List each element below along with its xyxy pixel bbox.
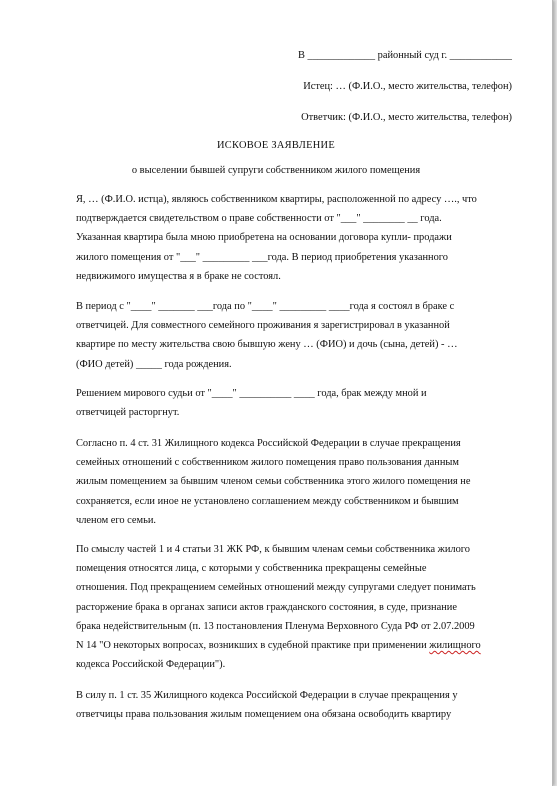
court-line: В _____________ районный суд г. ____________: [297, 50, 512, 61]
paragraph-line: брака недействительным (п. 13 постановления Пленума Верховного Суда РФ от 2.07.2009: [76, 620, 475, 632]
document-subtitle: о выселении бывшей супруги собственником жилого помещения: [131, 165, 421, 176]
paragraph-family-members: [76, 540, 516, 674]
paragraph-line: Решением мирового судьи от "____" __________ ____ года, брак между мной и: [76, 388, 427, 399]
paragraph-line: отношения. Под прекращением семейных отношений между супругами следует понимать: [76, 582, 476, 594]
paragraph-line: расторжение брака в органах записи актов гражданского состояния, в суде, признание: [76, 601, 457, 613]
paragraph-line: (ФИО детей) _____ года рождения.: [76, 358, 232, 370]
paragraph-line: ответчицей расторгнут.: [76, 407, 180, 419]
paragraph-divorce: [76, 384, 516, 422]
paragraph-line: жилым помещением за бывшим членом семьи собственника этого жилого помещения не: [76, 476, 471, 488]
paragraph-line: Указанная квартира была мною приобретена на основании договора купли- продажи: [76, 232, 452, 244]
paragraph-line: По смыслу частей 1 и 4 статьи 31 ЖК РФ, к бывшим членам семьи собственника жилого: [76, 544, 471, 555]
paragraph-line: В силу п. 1 ст. 35 Жилищного кодекса Российской Федерации в случае прекращения у: [76, 690, 458, 701]
paragraph-line: кодекса Российской Федерации").: [76, 659, 226, 671]
plaintiff-line: Истец: … (Ф.И.О., место жительства, телефон): [303, 81, 512, 92]
paragraph-line: членом его семьи.: [76, 514, 156, 526]
paragraph-line: N 14 "О некоторых вопросах, возникших в судебной практике при применении жилищного: [76, 639, 481, 651]
paragraph-line: ответчицы права пользования жилым помещением она обязана освободить квартиру: [76, 709, 452, 721]
paragraph-line: В период с "____" _______ ___года по "____" _________ ____года я состоял в браке с: [76, 301, 455, 312]
paragraph-line: Я, … (Ф.И.О. истца), являюсь собственником квартиры, расположенной по адресу …., что: [76, 194, 477, 205]
defendant-line: Ответчик: (Ф.И.О., место жительства, телефон): [301, 112, 512, 123]
paragraph-ownership: [76, 190, 516, 286]
paragraph-line: семейных отношений с собственником жилого помещения право пользования данным: [76, 457, 459, 469]
paragraph-eviction: [76, 686, 516, 724]
paragraph-line: сохраняется, если иное не установлено соглашением между собственником и бывшим: [76, 495, 459, 507]
paragraph-line: квартире по месту жительства свою бывшую жену … (ФИО) и дочь (сына, детей) - …: [76, 339, 458, 351]
paragraph-housing-code: [76, 434, 516, 530]
spellcheck-word: жилищного: [429, 639, 481, 651]
paragraph-line: помещения относятся лица, с которыми у собственника прекращены семейные: [76, 563, 427, 575]
paragraph-line: ответчицей. Для совместного семейного проживания я зарегистрировал в указанной: [76, 320, 450, 332]
document-title: ИСКОВОЕ ЗАЯВЛЕНИЕ: [216, 140, 335, 151]
paragraph-marriage: [76, 297, 516, 374]
paragraph-line: подтверждается свидетельством о праве собственности от "___" ________ __ года.: [76, 213, 442, 225]
paragraph-line: Согласно п. 4 ст. 31 Жилищного кодекса Российской Федерации в случае прекращения: [76, 438, 461, 449]
paragraph-line: недвижимого имущества я в браке не состоял.: [76, 270, 281, 282]
paragraph-line: жилого помещения от "___" _________ ___года. В период приобретения указанного: [76, 251, 448, 263]
